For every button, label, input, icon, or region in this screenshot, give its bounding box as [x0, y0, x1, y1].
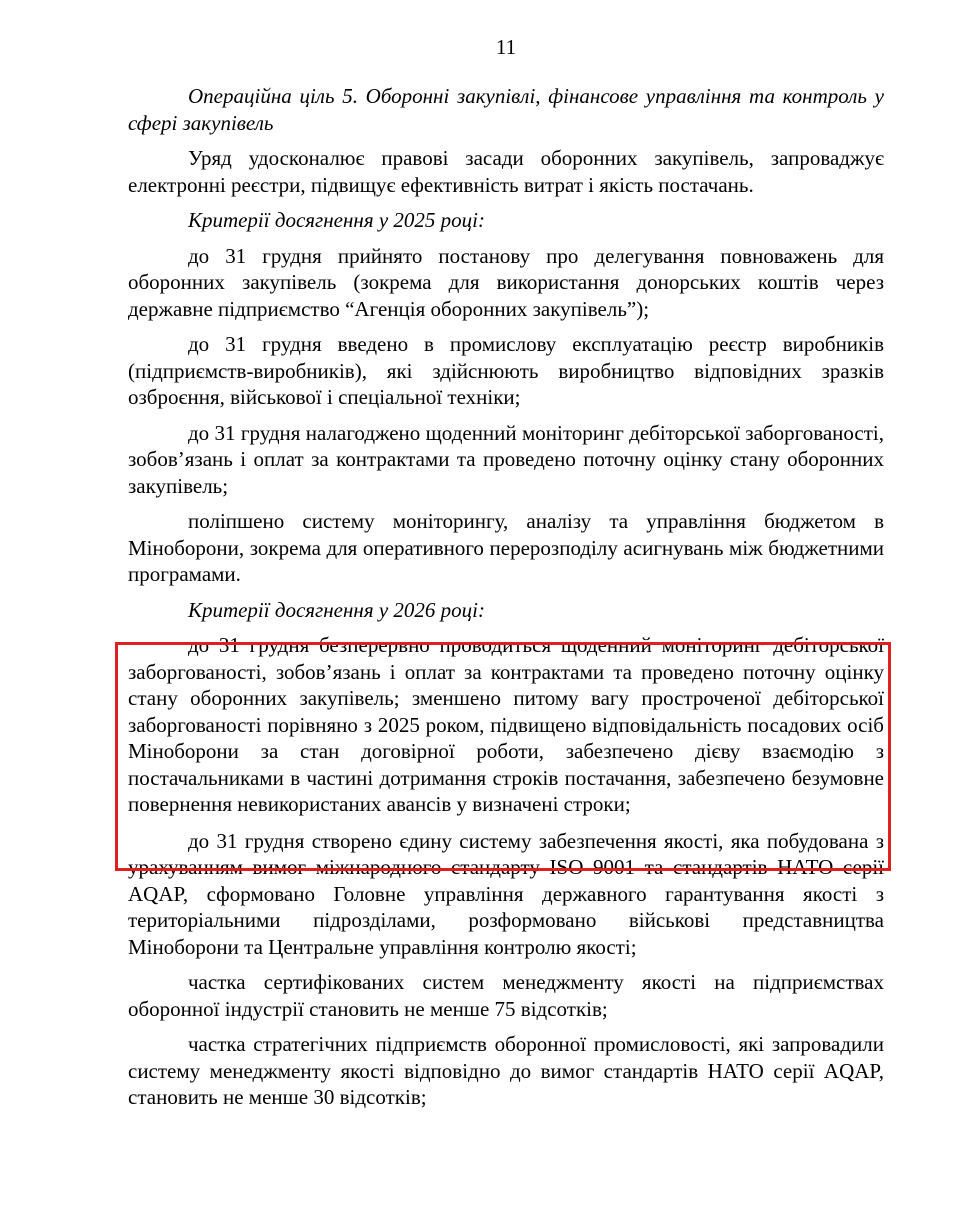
- intro-paragraph: Уряд удосконалює правові засади оборонних закупівель, запроваджує електронні реєстри, підвищує ефективність витрат і якість постачань.: [128, 146, 884, 197]
- criteria-2025-heading: Критерії досягнення у 2025 році:: [188, 208, 485, 232]
- criteria-2026-item: до 31 грудня створено єдину систему забезпечення якості, яка побудована з урахуванням вимог міжнародного стандарту ISO 9001 та стандартів НАТО серії AQAP, сформовано Головне управління державного гарантування якості з територіальними підрозділами, розформовано військові представництва Міноборони та Центральне управління контролю якості;: [128, 828, 884, 959]
- criteria-2025-item: до 31 грудня налагоджено щоденний моніторинг дебіторської заборгованості, зобов’язань і оплат за контрактами та проведено поточну оцінку стану оборонних закупівель;: [128, 420, 884, 498]
- highlighted-criteria-2026-item: до 31 грудня безперервно проводиться щоденний моніторинг дебіторської заборгованості, зобов’язань і оплат за контрактами та проведено поточну оцінку стану оборонних закупівель; зменшено питому вагу простроченої дебіторської заборгованості порівняно з 2025 роком, підвищено відповідальність посадових осіб Міноборони за стан договірної роботи, забезпечено дієву взаємодію з постачальниками в частині дотримання строків постачання, забезпечено безумовне повернення невикористаних авансів у визначені строки;: [128, 633, 884, 816]
- document-body: [128, 83, 884, 1120]
- criteria-2026-heading: Критерії досягнення у 2026 році:: [188, 597, 485, 622]
- criteria-2025-item: поліпшено систему моніторингу, аналізу та управління бюджетом в Міноборони, зокрема для оперативного перерозподілу асигнувань між бюджетними програмами.: [128, 509, 884, 586]
- operational-goal-heading: Операційна ціль 5. Оборонні закупівлі, фінансове управління та контроль у сфері закупівель: [128, 84, 884, 135]
- criteria-2025-item: до 31 грудня прийнято постанову про делегування повноважень для оборонних закупівель (зокрема для використання донорських коштів через державне підприємство “Агенція оборонних закупівель”);: [128, 243, 884, 321]
- criteria-2026-item: частка сертифікованих систем менеджменту якості на підприємствах оборонної індустрії становить не менше 75 відсотків;: [128, 970, 884, 1021]
- criteria-2025-item: до 31 грудня введено в промислову експлуатацію реєстр виробників (підприємств-виробників), які здійснюють виробництво відповідних зразків озброєння, військової і спеціальної техніки;: [128, 332, 884, 409]
- criteria-2026-item: частка стратегічних підприємств оборонної промисловості, які запровадили систему менеджменту якості відповідно до вимог стандартів НАТО серії AQAP, становить не менше 30 відсотків;: [128, 1032, 884, 1109]
- page-number: 11: [495, 35, 517, 59]
